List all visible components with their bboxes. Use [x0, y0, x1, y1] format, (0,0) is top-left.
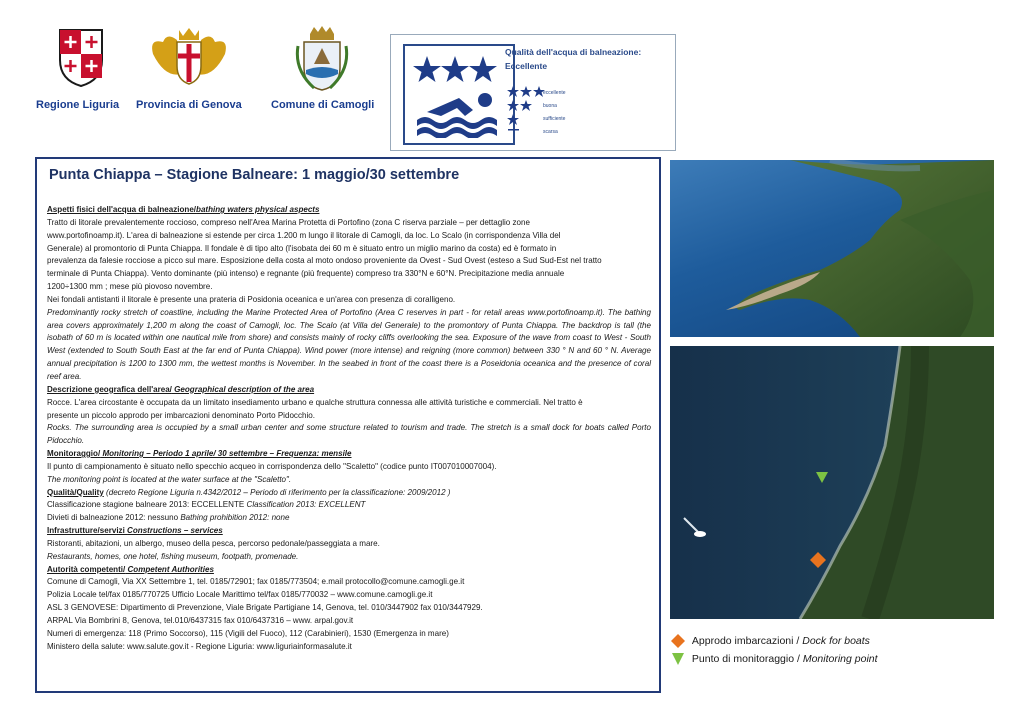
authorities-heading-it: Autorità competenti/ [47, 564, 126, 574]
physical-text-it-3: Generale) al promontorio di Punta Chiappa. Il fondale è di tipo alto (l'isobata dei 60 m è situato entro un miglio marino da costa) ed è formato in [47, 243, 557, 253]
physical-text-it-2: www.portofinoamp.it). L'area di balneazione si estende per circa 1.200 m lungo il litorale di Camogli, da loc. Lo Scalo (in corrispondenza Villa del [47, 230, 561, 240]
geo-text-en: Rocks. The surrounding area is occupied by a small urban center and some structure related to tourism and trade. The stretch is a small dock for boats called Porto Pidocchio. [47, 423, 651, 446]
monitoring-text-en: The monitoring point is located at the water surface at the "Scaletto". [47, 474, 292, 484]
authority-line: ASL 3 GENOVESE: Dipartimento di Prevenzione, Viale Brigate Partigiane 14, Genova, tel. 010/3447902 fax 010/3447929. [47, 603, 483, 613]
page-title: Punta Chiappa – Stagione Balneare: 1 maggio/30 settembre [49, 167, 460, 183]
physical-heading-it: Aspetti fisici dell'acqua di balneazione/ [47, 205, 197, 214]
physical-text-it-7: Nei fondali antistanti il litorale è presente una prateria di Posidonia oceanica e un'area con presenza di coralligeno. [47, 294, 456, 304]
badge-heading: Qualità dell'acqua di balneazione: [505, 47, 642, 57]
quality-line-2-en: Bathing prohibition 2012: none [180, 513, 290, 523]
info-box [35, 157, 661, 693]
quality-line-1-it: Classificazione stagione balneare 2013: ECCELLENTE [47, 500, 245, 510]
water-quality-badge [390, 34, 676, 151]
regione-liguria-crest [56, 26, 106, 88]
authority-line: Comune di Camogli, Via XX Settembre 1, tel. 0185/72901; fax 0185/773504; e.mail protocollo@comune.camogli.ge.it [47, 577, 465, 587]
physical-text-it-5: terminale di Punta Chiappa). Vento dominante (più intenso) e regnante (più frequente) compreso tra 330°N e 60°N. Precipitazione media annuale [47, 269, 565, 279]
three-stars-icon [407, 50, 511, 90]
badge-title [505, 45, 641, 73]
legend-monitoring [671, 652, 878, 666]
badge-rating: Eccellente [505, 61, 548, 71]
info-content [47, 204, 651, 654]
aerial-photo-coast [670, 160, 994, 337]
infra-heading-it: Infrastrutture/servizi [47, 526, 128, 536]
geo-heading [47, 384, 651, 397]
authority-line: ARPAL Via Bombrini 8, Genova, tel.010/6437315 fax 010/6437316 – www. arpal.gov.it [47, 616, 354, 625]
comune-camogli-label: Comune di Camogli [271, 99, 375, 111]
quality-line-1-en: Classification 2013: EXCELLENT [244, 500, 366, 510]
infra-text-en: Restaurants, homes, one hotel, fishing museum, footpath, promenade. [47, 551, 299, 561]
physical-heading-en: bathing waters physical aspects [196, 205, 320, 214]
monitoring-legend-icon [671, 652, 685, 666]
legend-dock-en: Dock for boats [802, 634, 870, 647]
geo-text-it-2: presente un piccolo approdo per imbarcazioni denominato Porto Pidocchio. [47, 410, 315, 420]
legend-dock-it: Approdo imbarcazioni / [691, 634, 803, 647]
provincia-genova-label: Provincia di Genova [136, 99, 242, 111]
legend-monitoring-en: Monitoring point [802, 652, 878, 665]
provincia-genova-crest [147, 24, 231, 90]
regione-liguria-label: Regione Liguria [36, 99, 120, 111]
authorities-heading-en: Competent Authorities [125, 564, 214, 574]
scale-scarsa: scarsa [543, 129, 558, 135]
authority-line: Ministero della salute: www.salute.gov.it - Regione Liguria: www.liguriainformasalute.it [47, 641, 352, 651]
legend-dock [671, 634, 870, 648]
aerial-photo-overhead [670, 346, 994, 619]
comune-camogli-crest [294, 24, 350, 94]
geo-heading-en: Geographical description of the area [171, 384, 315, 394]
authority-line: Polizia Locale tel/fax 0185/770725 Ufficio Locale Marittimo tel/fax 0185/770032 – www.comune.camogli.ge.it [47, 590, 433, 600]
monitoring-text-it: Il punto di campionamento è situato nello specchio acqueo in corrispondenza dello "Scaletto" (codice punto IT007010007004). [47, 461, 497, 471]
monitoring-heading-it: Monitoraggio/ [47, 449, 101, 459]
quality-line-1 [47, 499, 651, 512]
dock-legend-icon [671, 634, 685, 648]
quality-line-2 [47, 512, 651, 525]
quality-heading-label: Qualità/Quality [47, 487, 104, 497]
scale-sufficiente: sufficiente [543, 116, 566, 122]
authority-line: Numeri di emergenza: 118 (Primo Soccorso), 115 (Vigili del Fuoco), 112 (Carabinieri), 1530 (Emergenza in mare) [47, 628, 449, 638]
quality-line-2-it: Divieti di balneazione 2012: nessuno [47, 513, 181, 523]
infra-heading [47, 525, 651, 538]
physical-text-it-4: prevalenza da falesie rocciose a picco sul mare. Esposizione della costa al moto ondoso proveniente da Ovest - Sud Ovest (esteso a Sud Sud-Est nel tratto [47, 256, 602, 266]
legend-monitoring-it: Punto di monitoraggio / [691, 652, 803, 665]
swimmer-icon [407, 88, 511, 138]
infra-heading-en: Constructions – services [127, 526, 223, 536]
scale-eccellente: eccellente [543, 90, 566, 96]
badge-icon-frame [403, 44, 515, 145]
authorities-heading [47, 564, 651, 577]
infra-text-it: Ristoranti, abitazioni, un albergo, museo della pesca, percorso pedonale/passeggiata a mare. [47, 538, 380, 548]
physical-heading [47, 204, 651, 217]
physical-text-en: Predominantly rocky stretch of coastline, including the Marine Protected Area of Portofino (Area C reserves in part - for retail areas www.portofinoamp.it). The bathing area covers approximately 1,200 m along the coast of Camogli, loc. The Scalo (at Villa del Generale) to the promontory of Punta Chiappa. The backdrop is tall (the isobath of 60 m is located within one nautical mile from shore) and consists mainly of rocky cliffs overlooking the sea. Exposure of the wave from coast to West - South West (extended to South South East at the far end of Punta Chiappa). Wind power (more intense) and reigning (more common) between 330 ° N and 60 ° N. Average annual precipitation is 1200 to 1300 mm, the wettest months is November. In the seabed in front of the coast there is a Poseidonia oceanica and the presence of coral reef area. [47, 307, 651, 381]
monitoring-heading [47, 448, 651, 461]
geo-heading-it: Descrizione geografica dell'area/ [47, 384, 172, 394]
physical-text-it-6: 1200÷1300 mm ; mese più piovoso novembre. [47, 282, 213, 292]
quality-heading-note: (decreto Regione Liguria n.4342/2012 – Periodo di riferimento per la classificazione: 2009/2012 ) [103, 487, 451, 497]
monitoring-heading-en: Monitoring – Periodo 1 aprile/ 30 settembre – Frequenza: mensile [100, 449, 352, 459]
scale-buona: buona [543, 103, 557, 109]
physical-text-it-1: Tratto di litorale prevalentemente roccioso, compreso nell'Area Marina Protetta di Portofino (zona C riserva parziale – per dettaglio zone [47, 217, 530, 227]
quality-heading [47, 487, 651, 500]
geo-text-it-1: Rocce. L'area circostante è occupata da un limitato insediamento urbano e qualche struttura connessa alle attività turistiche e commerciali. Nel tratto è [47, 397, 583, 407]
